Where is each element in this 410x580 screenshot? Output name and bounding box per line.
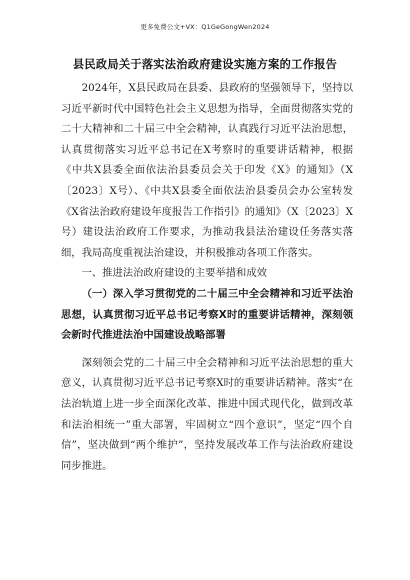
paragraph-body: 深刻领会党的二十届三中全会精神和习近平法治思想的重大意义，认真贯彻习近平总书记考察X时的重要讲话精神。落实“在法治轨道上进一步全面深化改革、推进中国式现代化，做到改革和法治相统一”重大部署，牢固树立“四个意识”，坚定“四个自信”，坚决做到“两个维护”，坚持发展改革工作与法治政府建设同步推进。: [61, 356, 353, 472]
section-heading: 一、推进法治政府建设的主要举措和成效: [81, 267, 267, 280]
header-note: 更多免费公文+VX：Q1GeGongWen2024: [140, 23, 270, 31]
document-title: 县民政局关于落实法治政府建设实施方案的工作报告: [72, 58, 338, 71]
subsection-heading: （一）深入学习贯彻党的二十届三中全会精神和习近平法治思想，认真贯彻习近平总书记考察X时的重要讲话精神，深刻领会新时代推进法治中国建设战略部署: [61, 287, 353, 342]
document-body: [61, 78, 353, 476]
paragraph-intro: 2024年，X县民政局在县委、县政府的坚强领导下，坚持以习近平新时代中国特色社会主义思想为指导，全面贯彻落实党的二十大精神和二十届三中全会精神，认真践行习近平法治思想，认真贯彻落实习近平总书记在X考察时的重要讲话精神，根据《中共X县委全面依法治县委员会关于印发《X》的通知》（X〔2023〕X号）、《中共X县委全面依法治县委员会办公室转发《X省法治政府建设年度报告工作指引》的通知》（X〔2023〕X号）建设法治政府工作要求，为推动我县法治建设任务落实落细，我局高度重视法治建设，并积极推动各项工作落实。: [61, 82, 353, 259]
